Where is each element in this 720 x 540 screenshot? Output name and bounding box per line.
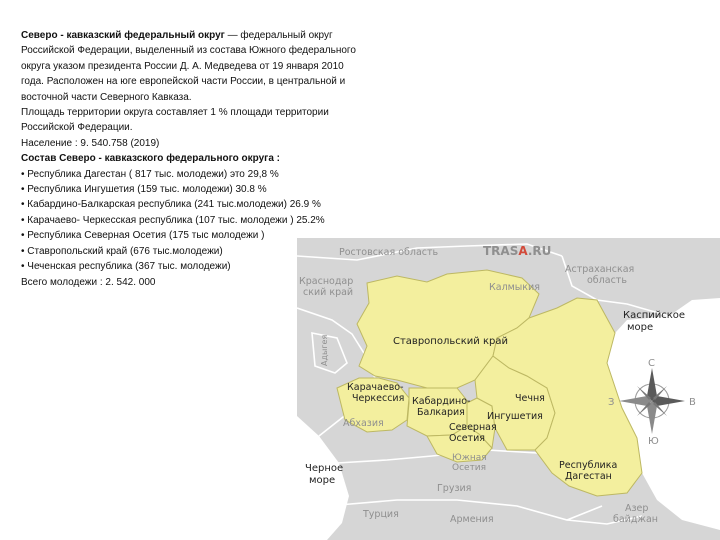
list-item: • Ставропольский край (676 тыс.молодежи) (21, 245, 223, 257)
label-caspian-2: море (627, 322, 654, 333)
label-black-sea-2: море (309, 475, 336, 486)
composition-heading: Состав Северо - кавказского федерального округа : (21, 153, 281, 165)
list-item: • Республика Ингушетия (159 тыс. молодежи) 30.8 % (21, 184, 267, 196)
compass-west: З (608, 397, 615, 408)
label-adygea: Адыгея (320, 334, 329, 366)
label-south-ossetia-2: Осетия (452, 463, 487, 473)
label-krasnodar: Краснодар (299, 276, 354, 287)
label-azerbaijan: Азер (625, 503, 649, 514)
label-kabardino-2: Балкария (417, 407, 465, 418)
label-kabardino: Кабардино- (412, 396, 471, 407)
compass-north: С (648, 358, 655, 369)
label-ingushetia: Ингушетия (487, 411, 543, 422)
label-azerbaijan-2: байджан (613, 514, 659, 525)
trasa-logo: TRASA.RU (483, 244, 552, 258)
label-black-sea: Черное (305, 463, 344, 474)
list-item: • Карачаево- Черкесская республика (107 тыс. молодежи ) 25.2% (21, 214, 325, 226)
label-chechnya: Чечня (515, 393, 545, 404)
label-dagestan-2: Дагестан (565, 471, 612, 482)
label-astrakhan: Астраханская (565, 264, 635, 275)
label-karachay: Карачаево- (347, 382, 404, 393)
label-turkey: Турция (363, 509, 399, 520)
district-map (297, 238, 720, 540)
label-north-ossetia: Северная (449, 422, 497, 433)
label-caspian: Каспийское (623, 310, 686, 321)
intro-paragraph (21, 28, 366, 105)
list-item: • Чеченская республика (367 тыс. молодежи) (21, 261, 231, 273)
label-georgia: Грузия (437, 483, 472, 494)
compass-east: В (689, 397, 696, 408)
list-item: • Республика Северная Осетия (175 тыс молодежи ) (21, 230, 265, 242)
label-rostov: Ростовская область (339, 247, 439, 258)
label-south-ossetia: Южная (452, 453, 487, 463)
label-dagestan: Республика (559, 460, 618, 471)
total-text: Всего молодежи : 2. 542. 000 (21, 276, 156, 288)
list-item: • Республика Дагестан ( 817 тыс. молодежи) это 29,8 % (21, 168, 279, 180)
label-krasnodar-2: ский край (303, 287, 354, 298)
district-title: Северо - кавказский федеральный округ (21, 30, 225, 41)
label-abkhazia: Абхазия (343, 418, 384, 429)
compass-south: Ю (648, 436, 659, 447)
area-text: Площадь территории округа составляет 1 % площади территории Российской Федерации. (21, 107, 329, 134)
label-north-ossetia-2: Осетия (449, 433, 485, 444)
label-kalmykia: Калмыкия (489, 282, 540, 293)
intro-text: — федеральный округ Российской Федерации, выделенный из состава Южного федерального округа указом президента России Д. А. Медведева от 19 января 2010 года. Расположен на юге европейской части России, в центральной и восточной части Северного Кавказа. (21, 30, 356, 103)
label-astrakhan-2: область (587, 275, 627, 286)
label-armenia: Армения (450, 514, 494, 525)
label-karachay-2: Черкессия (352, 393, 405, 404)
population-text: Население : 9. 540.758 (2019) (21, 137, 160, 149)
list-item: • Кабардино-Балкарская республика (241 тыс.молодежи) 26.9 % (21, 199, 321, 211)
label-stavropol: Ставропольский край (393, 336, 508, 347)
